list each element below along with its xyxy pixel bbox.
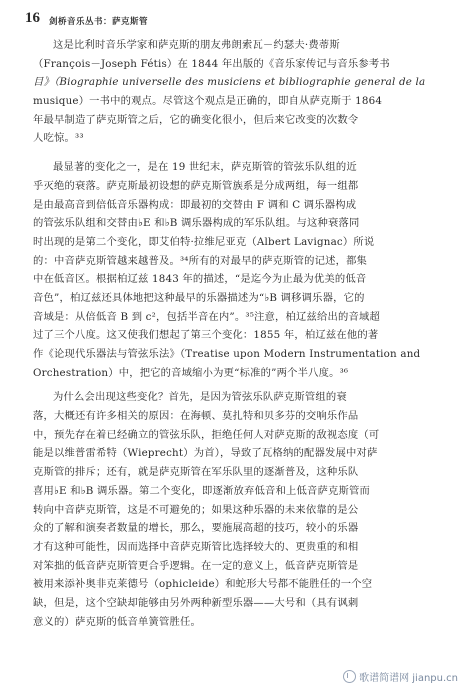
text-line: 能是以维普雷希特（Wieprecht）为首），导致了瓦格纳的配器发展中对萨 <box>33 447 378 460</box>
text-line: 中，预先存在着已经确立的管弦乐队，拒绝任何人对萨克斯的敌视态度（可 <box>33 428 380 441</box>
text-line: 年最早制造了萨克斯管之后，它的确变化很小，但后来它改变的次数令 <box>33 113 359 126</box>
text-line: musique）一书中的观点。尽管这个观点是正确的，即自从萨克斯于 1864 <box>33 95 383 108</box>
paragraph-3 <box>33 388 433 631</box>
text-line: 意义的）萨克斯的低音单簧管胜任。 <box>33 615 201 628</box>
text-line: 是由最高音到倍低音乐器构成：即最初的交替由 F 调和 C 调乐器构成 <box>33 198 357 211</box>
text-line: 缺，但是，这个空缺却能够由另外两种新型乐器——大号和（具有讽刺 <box>33 596 359 609</box>
text-line: 喜用♭E 和♭B 调乐器。第二个变化，即逐渐放弃低音和上低音萨克斯管而 <box>33 484 370 497</box>
text-line: 才有这种可能性，因而选择中音萨克斯管比选择较大的、更贵重的和相 <box>33 540 359 553</box>
text-line: 克斯管的排斥；还有，就是萨克斯管在军乐队里的逐渐普及，这种乐队 <box>33 466 359 479</box>
text-line: 作《论现代乐器法与管弦乐法》（Treatise upon Modern Instrumentation and <box>33 348 421 360</box>
text-line: 音域是：从倍低音 B 到 c²，包括半音在内”。³⁵注意，柏辽兹给出的音域超 <box>33 310 381 323</box>
page-number: 16 <box>25 10 40 26</box>
watermark <box>343 669 458 684</box>
text-line: 音色”，柏辽兹还具体地把这种最早的乐器描述为“♭B 调移调乐器，它的 <box>33 291 365 304</box>
text-line: 乎灭绝的衰落。萨克斯最初设想的萨克斯管族系是分成两组，每一组都 <box>33 179 359 192</box>
paragraph-1 <box>33 36 433 148</box>
text-line: 转向中音萨克斯管，这是不可避免的；如果这种乐器的未来依靠的是公 <box>33 503 359 516</box>
text-line: 时出现的是第二个变化，即艾伯特·拉维尼亚克（Albert Lavignac）所说 <box>33 235 375 248</box>
text-line: 最显著的变化之一，是在 19 世纪末，萨克斯管的管弦乐队组的近 <box>53 161 357 174</box>
text-line: 为什么会出现这些变化？首先，是因为管弦乐队萨克斯管组的衰 <box>53 391 347 404</box>
page-header <box>25 8 445 32</box>
text-line: （François－Joseph Fétis）在 1844 年出版的《音乐家传记与音乐参考书 <box>33 57 390 70</box>
text-line: 众的了解和演奏者数量的增长，那么，要施展高超的技巧，较小的乐器 <box>33 522 359 535</box>
text-line: 被用来添补奥非克莱德号（ophicleide）和蛇形大号都不能胜任的一个空 <box>33 578 373 591</box>
text-line: 人吃惊。³³ <box>33 132 84 145</box>
text-line: 的管弦乐队组和交替由♭E 和♭B 调乐器构成的军乐队组。与这种衰落同 <box>33 217 360 230</box>
text-line: 对笨拙的低音萨克斯管更合乎逻辑。在一定的意义上，低音萨克斯管是 <box>33 559 359 572</box>
text-line: 这是比利时音乐学家和萨克斯的朋友弗朗索瓦－约瑟夫·费蒂斯 <box>53 39 340 51</box>
paragraph-2 <box>33 158 433 382</box>
text-line: 中在低音区。根据柏辽兹 1843 年的描述，“是迄今为止最为优美的低音 <box>33 273 367 286</box>
running-title: 剑桥音乐丛书：萨克斯管 <box>49 17 149 27</box>
text-line: 目》（Biographie universelle des musiciens et bibliographie general de la <box>33 76 426 89</box>
text-line: 落，大概还有许多相关的原因：在海顿、莫扎特和贝多芬的交响乐作品 <box>33 410 359 423</box>
text-line: 的：中音萨克斯管越来越普及。³⁴所有的对最早的萨克斯管的记述，都集 <box>33 254 368 267</box>
page-body <box>33 36 433 631</box>
watermark-logo-icon <box>343 670 356 683</box>
text-line: 过了三个八度。这又使我们想起了第三个变化：1855 年，柏辽兹在他的著 <box>33 329 379 342</box>
text-line: Orchestration）中，把它的音域缩小为更“标准的”两个半八度。³⁶ <box>33 366 349 379</box>
watermark-text: 歌谱简谱网 jianpu.cn <box>359 673 458 684</box>
